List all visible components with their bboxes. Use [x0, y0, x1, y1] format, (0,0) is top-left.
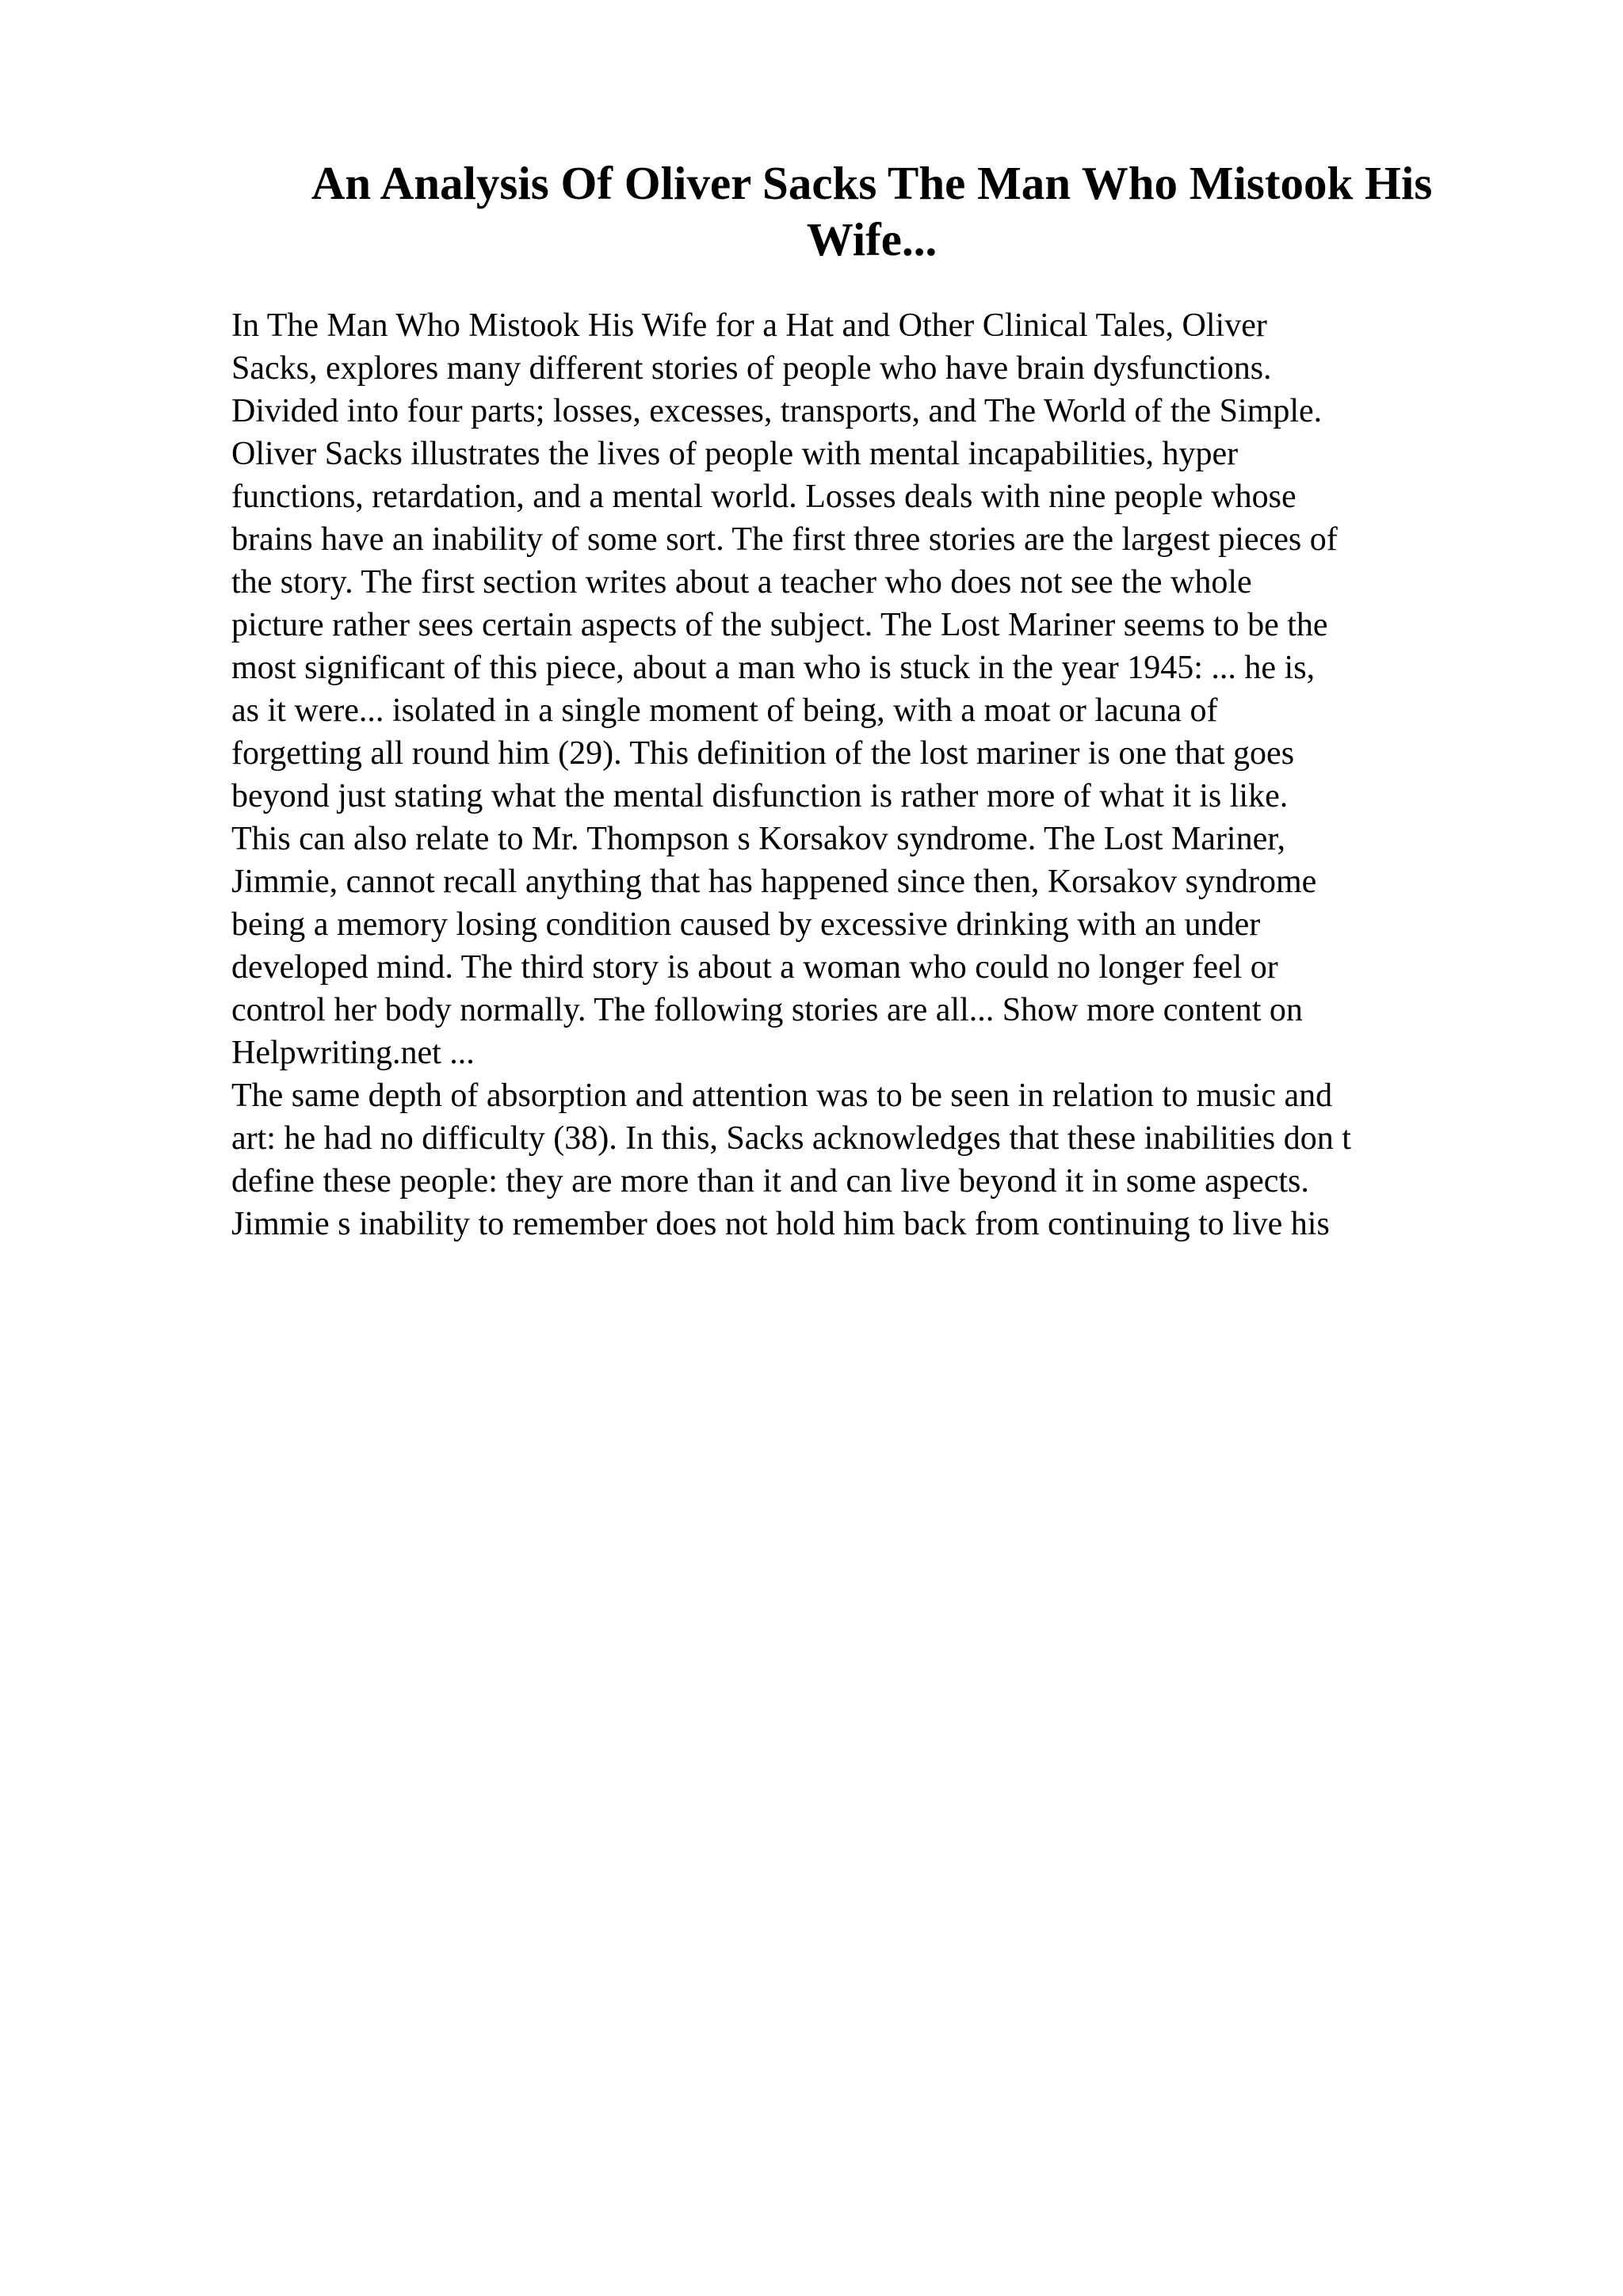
body-line: most significant of this piece, about a man who is stuck in the year 1945: ... he is, [231, 650, 1316, 686]
body-line: brains have an inability of some sort. The first three stories are the largest pieces of [231, 521, 1338, 558]
body-line: Oliver Sacks illustrates the lives of people with mental incapabilities, hyper [231, 436, 1239, 472]
body-line: being a memory losing condition caused by excessive drinking with an under [231, 906, 1261, 943]
body-line: The same depth of absorption and attention was to be seen in relation to music and [231, 1077, 1333, 1114]
title-line: Wife... [806, 213, 938, 265]
body-line: developed mind. The third story is about a woman who could no longer feel or [231, 949, 1278, 986]
title-line: An Analysis Of Oliver Sacks The Man Who Mistook His [311, 157, 1433, 209]
body-line: art: he had no difficulty (38). In this, Sacks acknowledges that these inabilities don t [231, 1120, 1351, 1157]
document-title [234, 155, 1510, 268]
body-line: beyond just stating what the mental disfunction is rather more of what it is like. [231, 778, 1289, 814]
body-line: as it were... isolated in a single moment of being, with a moat or lacuna of [231, 692, 1218, 729]
body-line: Divided into four parts; losses, excesses, transports, and The World of the Simple. [231, 393, 1323, 429]
body-line: Jimmie s inability to remember does not hold him back from continuing to live his [231, 1206, 1330, 1242]
document-body [231, 304, 1499, 1245]
body-line: Sacks, explores many different stories of people who have brain dysfunctions. [231, 350, 1272, 387]
body-line: control her body normally. The following stories are all... Show more content on [231, 992, 1303, 1028]
body-line: the story. The first section writes about a teacher who does not see the whole [231, 564, 1252, 601]
body-line: picture rather sees certain aspects of the subject. The Lost Mariner seems to be the [231, 607, 1328, 643]
body-line: functions, retardation, and a mental world. Losses deals with nine people whose [231, 479, 1296, 515]
body-line: define these people: they are more than it and can live beyond it in some aspects. [231, 1163, 1309, 1199]
body-line: Helpwriting.net ... [231, 1035, 475, 1071]
body-line: This can also relate to Mr. Thompson s Korsakov syndrome. The Lost Mariner, [231, 821, 1286, 857]
body-line: forgetting all round him (29). This definition of the lost mariner is one that goes [231, 735, 1295, 772]
body-line: In The Man Who Mistook His Wife for a Hat and Other Clinical Tales, Oliver [231, 307, 1267, 344]
body-line: Jimmie, cannot recall anything that has happened since then, Korsakov syndrome [231, 864, 1317, 900]
